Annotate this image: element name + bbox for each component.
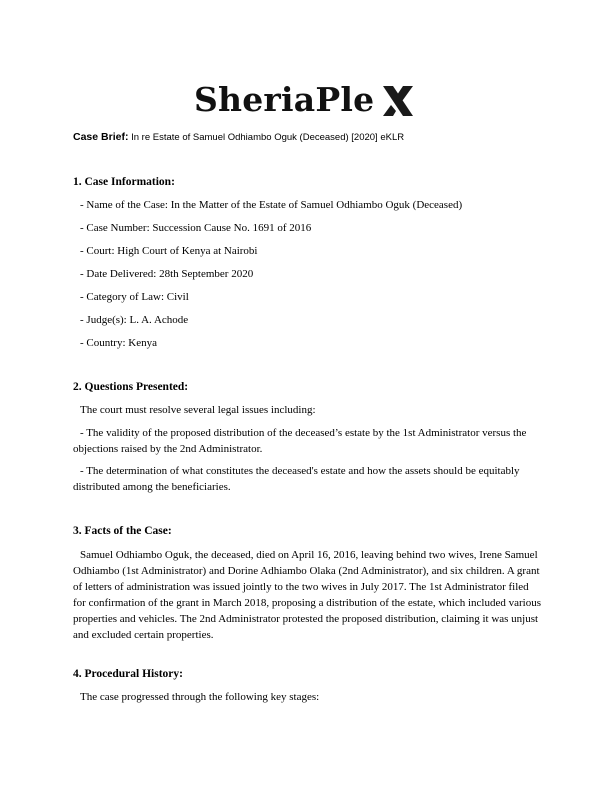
section-heading-facts: 3. Facts of the Case:: [73, 525, 172, 537]
case-brief-name: In re Estate of Samuel Odhiambo Oguk (Deceased) [2020] eKLR: [131, 132, 405, 143]
section-heading-questions-presented: 2. Questions Presented:: [73, 381, 189, 393]
list-item: - Country: Kenya: [80, 337, 157, 349]
question-item: - The determination of what constitutes the deceased's estate and how the assets should be equitably distributed among the beneficiaries.: [73, 465, 520, 493]
list-item: - Date Delivered: 28th September 2020: [80, 268, 254, 280]
list-item: - Court: High Court of Kenya at Nairobi: [80, 245, 258, 257]
list-item: - Name of the Case: In the Matter of the Estate of Samuel Odhiambo Oguk (Deceased): [80, 199, 463, 211]
list-item: - Category of Law: Civil: [80, 291, 189, 303]
sheriaplex-logo: [194, 78, 419, 122]
question-item: - The validity of the proposed distribution of the deceased’s estate by the 1st Administrator versus the objections raised by the 2nd Administrator.: [73, 427, 527, 455]
list-item: - Case Number: Succession Cause No. 1691 of 2016: [80, 222, 312, 234]
list-item: - Judge(s): L. A. Achode: [80, 314, 189, 326]
logo-wordmark: SheriaPle: [194, 80, 375, 119]
x-mark-icon: [381, 84, 415, 118]
procedural-intro: The case progressed through the following key stages:: [80, 691, 320, 703]
questions-intro: The court must resolve several legal issues including:: [80, 404, 316, 416]
facts-paragraph: Samuel Odhiambo Oguk, the deceased, died on April 16, 2016, leaving behind two wives, Irene Samuel Odhiambo (1st Administrator) and Dorine Adhiambo Olaka (2nd Administrator), and six children. A grant of letters of administration was issued jointly to the two wives in July 2017. The 1st Administrator filed for confirmation of the grant in March 2018, proposing a distribution of the estate, which included various properties and vehicles. The 2nd Administrator protested the proposed distribution, claiming it was unjust and excluded certain properties.: [73, 549, 541, 641]
section-heading-procedural-history: 4. Procedural History:: [73, 668, 183, 680]
section-heading-case-information: 1. Case Information:: [73, 176, 175, 188]
case-brief-title: [73, 131, 404, 143]
case-brief-label: Case Brief:: [73, 131, 129, 143]
